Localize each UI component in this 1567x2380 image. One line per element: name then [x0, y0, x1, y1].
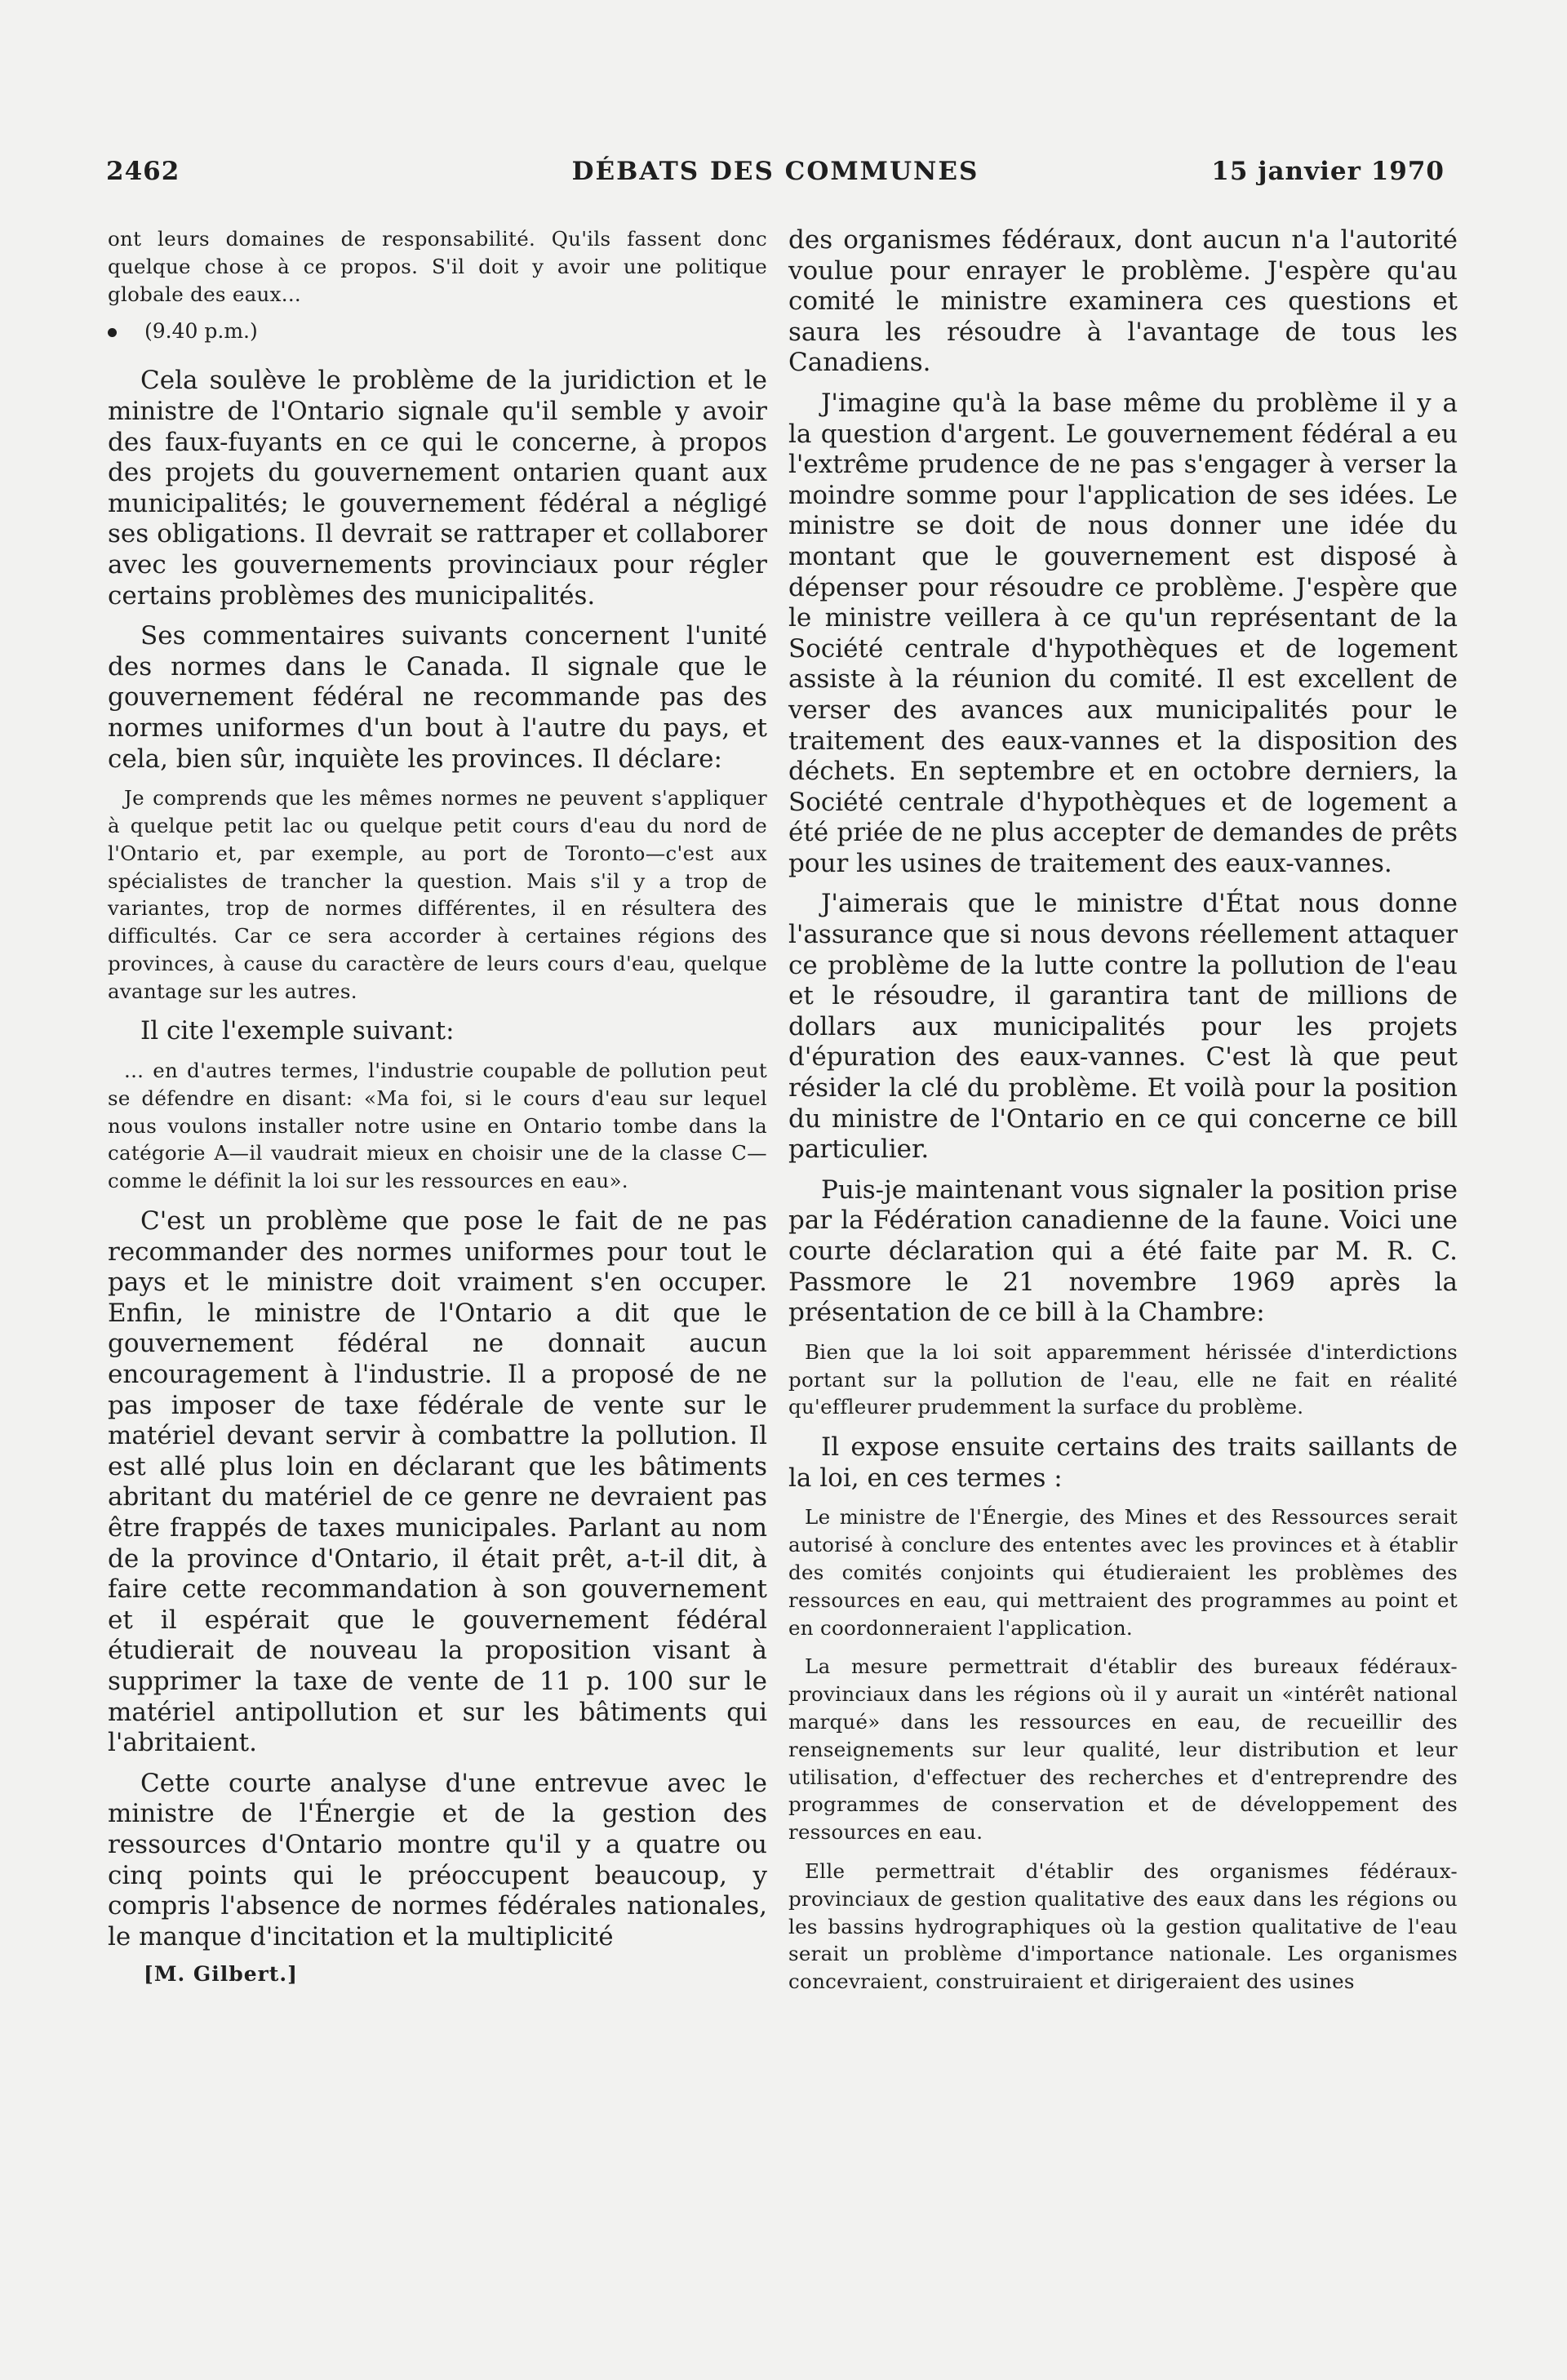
left-column — [108, 225, 767, 1986]
body-paragraph: C'est un problème que pose le fait de ne pas recommander des normes uniformes pour tout le pays et le ministre doit vraiment s'en occuper. Enfin, le ministre de l'Ontario a dit que le gouvernement fédéral ne donnait aucun encouragement à l'industrie. Il a proposé de ne pas imposer de taxe fédérale de vente sur le matériel devant servir à combattre la pollution. Il est allé plus loin en déclarant que les bâtiments abritant du matériel de ce genre ne devraient pas être frappés de taxes municipales. Parlant au nom de la province d'Ontario, il était prêt, a-t-il dit, à faire cette recommandation à son gouvernement et il espérait que le gouvernement fédéral étudierait de nouveau la proposition visant à supprimer la taxe de vente de 11 p. 100 sur le matériel antipollution et sur les bâtiments qui l'abritaient. — [108, 1206, 767, 1758]
body-paragraph: J'aimerais que le ministre d'État nous donne l'assurance que si nous devons réellement attaquer ce problème de la lutte contre la pollution de l'eau et le résoudre, il garantira tant de millions de dollars aux municipalités pour les projets d'épuration des eaux-vannes. C'est là que peut résider la clé du problème. Et voilà pour la position du ministre de l'Ontario en ce qui concerne ce bill particulier. — [788, 889, 1458, 1165]
body-paragraph: Ses commentaires suivants concernent l'unité des normes dans le Canada. Il signale que le gouvernement fédéral ne recommande pas des normes uniformes d'un bout à l'autre du pays, et cela, bien sûr, inquiète les provinces. Il déclare: — [108, 621, 767, 774]
time-marker — [108, 319, 767, 343]
running-title: DÉBATS DES COMMUNES — [571, 157, 979, 186]
page-number: 2462 — [106, 157, 180, 186]
quote-paragraph: Je comprends que les mêmes normes ne peuvent s'appliquer à quelque petit lac ou quelque petit cours d'eau du nord de l'Ontario et, par exemple, au port de Toronto—c'est aux spécialistes de trancher la question. Mais s'il y a trop de variantes, trop de normes différentes, il en résultera des difficultés. Car ce sera accorder à certaines régions des provinces, à cause du caractère de leurs cours d'eau, quelque avantage sur les autres. — [108, 786, 767, 1003]
quote-paragraph: Elle permettrait d'établir des organismes fédéraux-provinciaux de gestion qualitative des eaux dans les régions ou les bassins hydrographiques où la gestion qualitative de l'eau serait un problème d'importance nationale. Les organismes concevraient, construiraient et dirigeraient des usines — [788, 1858, 1458, 1994]
quote-paragraph: Bien que la loi soit apparemment hérissée d'interdictions portant sur la pollution de l'eau, elle ne fait en réalité qu'effleurer prudemment la surface du problème. — [788, 1339, 1458, 1419]
body-paragraph: des organismes fédéraux, dont aucun n'a l'autorité voulue pour enrayer le problème. J'espère qu'au comité le ministre examinera ces questions et saura les résoudre à l'avantage de tous les Canadiens. — [788, 225, 1458, 378]
quote-paragraph: Le ministre de l'Énergie, des Mines et des Ressources serait autorisé à conclure des ententes avec les provinces et à établir des comités conjoints qui étudieraient les problèmes des ressources en eau, qui mettraient des programmes au point et en coordonneraient l'application. — [788, 1505, 1458, 1640]
right-column — [788, 225, 1458, 2007]
header-date: 15 janvier 1970 — [1211, 157, 1445, 186]
speaker-attribution: [M. Gilbert.] — [144, 1962, 298, 1987]
time-stamp: (9.40 p.m.) — [144, 319, 258, 344]
bullet-icon — [108, 328, 117, 337]
quote-paragraph: ont leurs domaines de responsabilité. Qu'ils fassent donc quelque chose à ce propos. S'il doit y avoir une politique globale des eaux... — [108, 227, 767, 306]
body-paragraph: Il cite l'exemple suivant: — [140, 1016, 455, 1046]
body-paragraph: Il expose ensuite certains des traits saillants de la loi, en ces termes : — [788, 1432, 1458, 1493]
quote-paragraph: ... en d'autres termes, l'industrie coupable de pollution peut se défendre en disant: «Ma foi, si le cours d'eau sur lequel nous voulons installer notre usine en Ontario tombe dans la catégorie A—il vaudrait mieux en choisir une de la classe C—comme le définit la loi sur les ressources en eau». — [108, 1059, 767, 1193]
body-paragraph: Cette courte analyse d'une entrevue avec le ministre de l'Énergie et de la gestion des ressources d'Ontario montre qu'il y a quatre ou cinq points qui le préoccupent beaucoup, y compris l'absence de normes fédérales nationales, le manque d'incitation et la multiplicité — [108, 1768, 767, 1952]
body-paragraph: Puis-je maintenant vous signaler la position prise par la Fédération canadienne de la faune. Voici une courte déclaration qui a été faite par M. R. C. Passmore le 21 novembre 1969 après la présentation de ce bill à la Chambre: — [788, 1174, 1458, 1328]
page-header — [106, 157, 1445, 189]
body-paragraph: Cela soulève le problème de la juridiction et le ministre de l'Ontario signale qu'il semble y avoir des faux-fuyants en ce qui le concerne, à propos des projets du gouvernement ontarien quant aux municipalités; le gouvernement fédéral a négligé ses obligations. Il devrait se rattraper et collaborer avec les gouvernements provinciaux pour régler certains problèmes des municipalités. — [108, 366, 767, 611]
body-paragraph: J'imagine qu'à la base même du problème il y a la question d'argent. Le gouvernement fédéral a eu l'extrême prudence de ne pas s'engager à verser la moindre somme pour l'application de ses idées. Le ministre se doit de nous donner une idée du montant que le gouvernement est disposé à dépenser pour résoudre ce problème. J'espère que le ministre veillera à ce qu'un représentant de la Société centrale d'hypothèques et de logement assiste à la réunion du comité. Il est excellent de verser des avances aux municipalités pour le traitement des eaux-vannes et la disposition des déchets. En septembre et en octobre derniers, la Société centrale d'hypothèques et de logement a été priée de ne plus accepter de demandes de prêts pour les usines de traitement des eaux-vannes. — [788, 388, 1458, 878]
quote-paragraph: La mesure permettrait d'établir des bureaux fédéraux-provinciaux dans les régions où il y aurait un «intérêt national marqué» dans les ressources en eau, de recueillir des renseignements sur leur qualité, leur distribution et leur utilisation, d'effectuer des recherches et d'entreprendre des programmes de conservation et de développement des ressources en eau. — [788, 1654, 1458, 1845]
